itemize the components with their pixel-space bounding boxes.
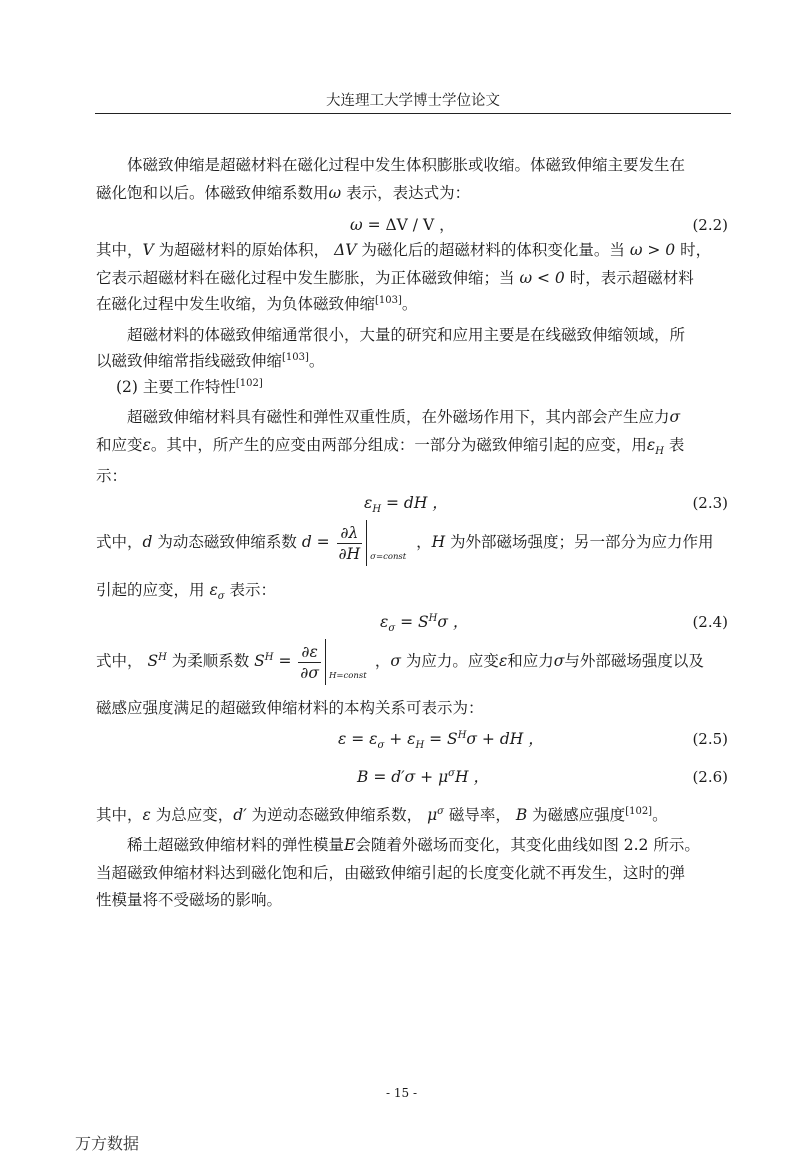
- paragraph-line: [96, 152, 730, 178]
- text-run: 式中，: [96, 533, 143, 551]
- text-run: 。其中，所产生的应变由两部分组成：一部分为磁致伸缩引起的应变，用: [150, 436, 647, 454]
- evaluation-bar: [325, 639, 370, 685]
- eq-part: + ε: [384, 730, 416, 748]
- paragraph-line: [96, 802, 730, 828]
- sigma-symbol: σ: [553, 652, 565, 670]
- text-run: =: [273, 652, 297, 670]
- text-run: 为应力。应变: [401, 652, 499, 670]
- omega-symbol: ω: [328, 184, 342, 202]
- equation-number: (2.5): [692, 730, 728, 748]
- paragraph-line: [96, 348, 730, 374]
- text-run: ，: [369, 652, 391, 670]
- math-symbol: ω > 0: [629, 241, 676, 259]
- text-run: 时，表示超磁材料: [564, 269, 694, 287]
- epsilon-symbol: ε: [209, 581, 218, 599]
- text-run: 表示：: [224, 581, 277, 599]
- eq-part: ε = ε: [338, 730, 378, 748]
- equation-2-6: [357, 764, 489, 790]
- eq-part: H ，: [455, 768, 489, 786]
- page-number: - 15 -: [385, 1086, 417, 1100]
- equation-2-5: [338, 726, 544, 752]
- superscript: σ: [437, 805, 444, 817]
- paragraph-line: [96, 322, 730, 348]
- math-symbol: S: [254, 652, 265, 670]
- math-symbol: B: [515, 806, 528, 824]
- evaluation-condition: H=const: [328, 671, 367, 681]
- citation: [103]: [375, 294, 402, 306]
- eq-rhs: = S: [395, 613, 429, 631]
- epsilon-symbol: ε: [142, 806, 151, 824]
- paragraph-line: [96, 432, 730, 458]
- mu-symbol: μ: [427, 806, 438, 824]
- math-symbol: ω < 0: [519, 269, 565, 287]
- eq-rhs: = ΔV / V ，: [362, 216, 455, 234]
- subscript: H: [655, 446, 664, 458]
- partial-fraction: [298, 642, 321, 683]
- text-run: 为外部磁场强度；另一部分为应力作用: [445, 533, 714, 551]
- text-run: 。: [308, 352, 325, 370]
- section-heading: [96, 374, 730, 400]
- paragraph-line: [96, 237, 730, 263]
- superscript: σ: [448, 767, 455, 779]
- eq-rhs: = dH ，: [381, 494, 448, 512]
- text-run: 当超磁致伸缩材料达到磁化饱和后，由磁致伸缩引起的长度变化就不再发生，这时的弹: [96, 864, 686, 882]
- citation: [103]: [282, 351, 309, 363]
- text-run: 引起的应变，用: [96, 581, 210, 599]
- math-symbol: H: [431, 533, 446, 551]
- equation-number: (2.6): [692, 768, 728, 786]
- text-run: 与外部磁场强度以及: [564, 652, 704, 670]
- math-symbol: d′: [233, 806, 247, 824]
- paragraph-line: [96, 832, 730, 858]
- text-run: 和应力: [507, 652, 554, 670]
- subscript: σ: [217, 591, 225, 603]
- equation-number: (2.4): [692, 613, 728, 631]
- paragraph-line: [96, 463, 730, 489]
- text-run: ，: [411, 533, 432, 551]
- equation-2-3: [364, 490, 448, 516]
- watermark: 万方数据: [75, 1134, 140, 1153]
- text-run: 会随着外磁场而变化，其变化曲线如图 2.2 所示。: [355, 836, 700, 854]
- superscript: H: [158, 651, 167, 663]
- text-run: 其中，: [96, 806, 143, 824]
- equation-number: (2.2): [692, 216, 728, 234]
- superscript: H: [264, 651, 274, 663]
- eq-lhs: ω: [350, 216, 363, 234]
- paragraph-line: [96, 860, 730, 886]
- subscript: σ: [377, 740, 385, 752]
- text-run: 时，: [675, 241, 712, 259]
- subscript: σ: [388, 623, 396, 635]
- text-run: 示：: [96, 467, 128, 485]
- eq-part: = S: [424, 730, 458, 748]
- text-run: 以磁致伸缩常指线磁致伸缩: [96, 352, 283, 370]
- text-run: 性模量将不受磁场的影响。: [96, 891, 283, 909]
- fraction-numerator: ∂λ: [337, 523, 363, 544]
- running-header: 大连理工大学博士学位论文: [326, 93, 500, 109]
- paragraph-line: [96, 404, 730, 430]
- text-run: 磁感应强度满足的超磁致伸缩材料的本构关系可表示为：: [96, 699, 484, 717]
- text-run: 。: [652, 806, 668, 824]
- paragraph-line: [96, 577, 730, 603]
- paragraph-line: [96, 291, 730, 317]
- text-run: 表示，表达式为：: [341, 184, 471, 202]
- math-symbol: d: [142, 533, 153, 551]
- text-run: =: [311, 533, 335, 551]
- text-run: 超磁材料的体磁致伸缩通常很小，大量的研究和应用主要是在线磁致伸缩领域，所: [127, 326, 686, 344]
- equation-2-4: [380, 609, 468, 635]
- text-run: 为逆动态磁致伸缩系数，: [246, 806, 428, 824]
- text-run: 其中，: [96, 241, 143, 259]
- equation-number: (2.3): [692, 494, 728, 512]
- math-symbol: E: [344, 836, 356, 854]
- text-run: 。: [401, 295, 418, 313]
- math-symbol: d: [301, 533, 312, 551]
- text-run: 它表示超磁材料在磁化过程中发生膨胀，为正体磁致伸缩；当: [96, 269, 520, 287]
- eq-lhs: ε: [364, 494, 373, 512]
- superscript: H: [428, 612, 438, 624]
- text-run: 磁导率，: [444, 806, 516, 824]
- header-rule: [95, 113, 731, 114]
- epsilon-symbol: ε: [498, 652, 508, 670]
- text-run: 磁化饱和以后。体磁致伸缩系数用: [96, 184, 329, 202]
- text-run: 在磁化过程中发生收缩，为负体磁致伸缩: [96, 295, 376, 313]
- text-run: 为超磁材料的原始体积，: [153, 241, 335, 259]
- epsilon-symbol: ε: [142, 436, 151, 454]
- text-run: 和应变: [96, 436, 143, 454]
- paragraph-line: [96, 695, 730, 721]
- text-run: 超磁致伸缩材料具有磁性和弹性双重性质，在外磁场作用下，其内部会产生应力: [127, 408, 670, 426]
- equation-2-2: [350, 212, 455, 238]
- text-run: 为动态磁致伸缩系数: [152, 533, 302, 551]
- definition-line: [96, 639, 730, 685]
- sigma-symbol: σ: [390, 652, 401, 670]
- fraction-denominator: ∂H: [338, 544, 361, 563]
- evaluation-bar: [366, 520, 411, 566]
- epsilon-symbol: ε: [646, 436, 656, 454]
- math-symbol: ΔV: [334, 241, 357, 259]
- citation: [102]: [625, 805, 653, 817]
- subscript: H: [415, 740, 425, 752]
- math-symbol: S: [147, 652, 159, 670]
- text-run: 式中，: [96, 652, 148, 670]
- partial-fraction: [337, 523, 363, 564]
- paragraph-line: [96, 265, 730, 291]
- fraction-numerator: ∂ε: [298, 642, 321, 663]
- math-symbol: V: [142, 241, 154, 259]
- sigma-symbol: σ: [669, 408, 681, 426]
- subscript: H: [372, 504, 382, 516]
- paragraph-line: [96, 887, 730, 913]
- citation: [102]: [235, 377, 263, 389]
- fraction-denominator: ∂σ: [300, 663, 319, 682]
- text-run: (2) 主要工作特性: [116, 378, 236, 396]
- text-run: 为总应变，: [150, 806, 234, 824]
- text-run: 为磁化后的超磁材料的体积变化量。当: [356, 241, 630, 259]
- eq-part: B = d′σ + μ: [357, 768, 449, 786]
- text-run: 为磁感应强度: [527, 806, 626, 824]
- text-run: 表: [663, 436, 685, 454]
- text-run: 体磁致伸缩是超磁材料在磁化过程中发生体积膨胀或收缩。体磁致伸缩主要发生在: [127, 156, 686, 174]
- evaluation-condition: σ=const: [370, 552, 407, 562]
- eq-part: σ + dH ，: [466, 730, 544, 748]
- eq-rhs: σ ，: [437, 613, 469, 631]
- paragraph-line: [96, 180, 730, 206]
- text-run: 稀土超磁致伸缩材料的弹性模量: [127, 836, 345, 854]
- definition-line: [96, 520, 730, 566]
- eq-lhs: ε: [380, 613, 389, 631]
- superscript: H: [457, 729, 467, 741]
- text-run: 为柔顺系数: [166, 652, 255, 670]
